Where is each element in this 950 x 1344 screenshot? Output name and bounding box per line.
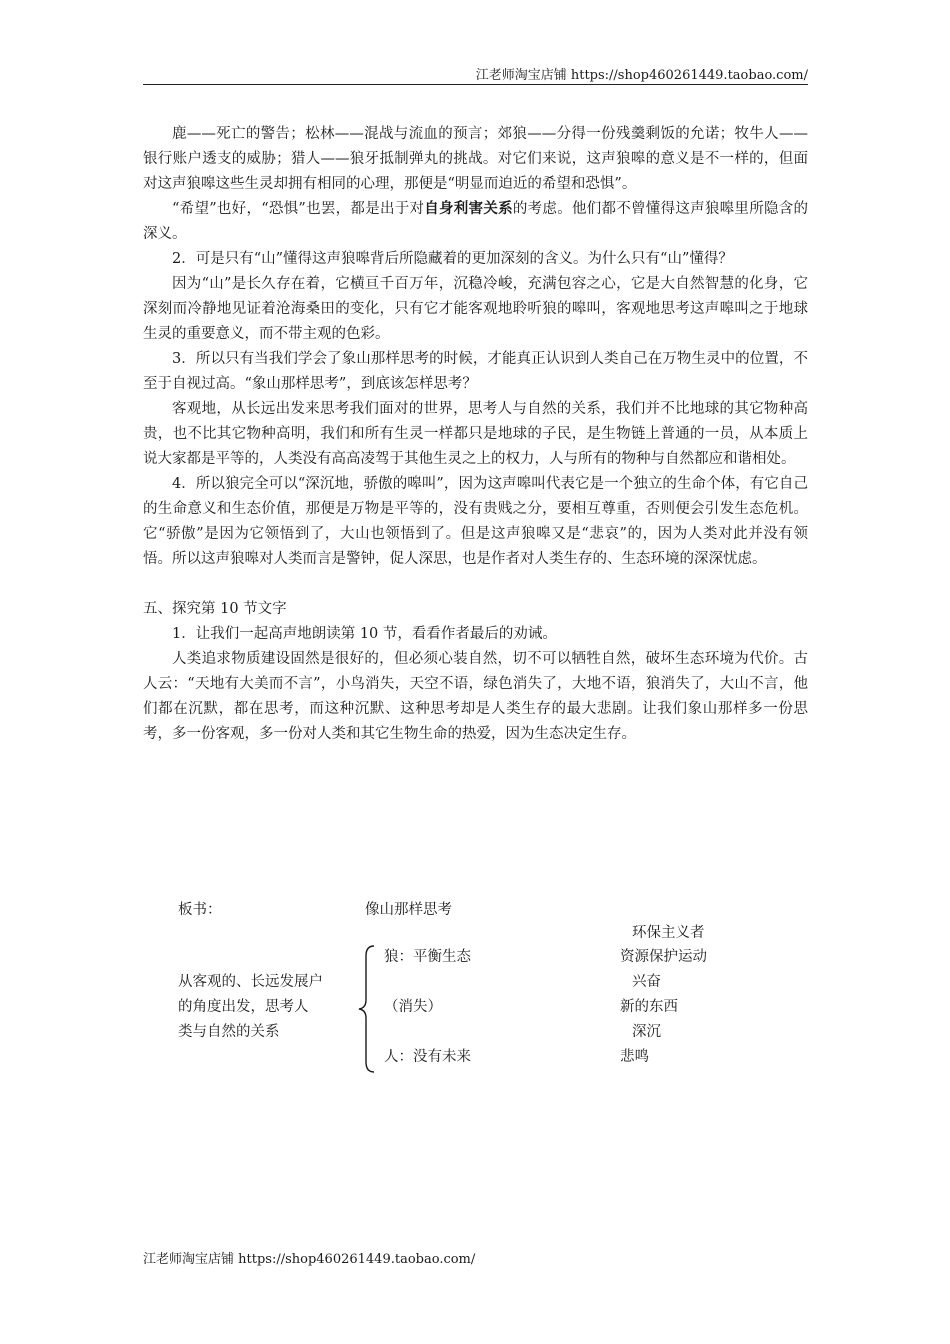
board-right-line-2: 资源保护运动	[620, 949, 707, 965]
paragraph-1: 鹿——死亡的警告；松林——混战与流血的预言；郊狼——分得一份残羹剩饭的允诺；牧牛人——银行账户透支的威胁；猎人——狼牙抵制弹丸的挑战。对它们来说，这声狼嗥的意义是不一样的，但面对这声狼嗥这些生灵却拥有相同的心理，那便是“明显而迫近的希望和恐惧”。	[143, 126, 808, 192]
paragraph-2	[143, 197, 808, 247]
paragraph-4: 因为“山”是长久存在着，它横亘千百万年，沉稳冷峻，充满包容之心，它是大自然智慧的化身，它深刻而冷静地见证着沧海桑田的变化，只有它才能客观地聆听狼的嗥叫，客观地思考这声嗥叫之于地球生灵的重要意义，而不带主观的色彩。	[143, 276, 808, 342]
section-5-heading: 五、探究第 10 节文字	[143, 601, 287, 617]
board-right-line-6: 悲鸣	[620, 1049, 649, 1065]
paragraph-2-pre: “希望”也好，“恐惧”也罢，都是出于对	[172, 201, 425, 217]
paragraph-2-post: 的考虑。他们都不曾懂得这声狼嗥里所隐含的深义。	[143, 201, 809, 242]
board-disappear: （消失）	[384, 999, 442, 1015]
board-right-line-5: 深沉	[632, 1024, 661, 1040]
paragraph-2-bold: 自身利害关系	[424, 201, 513, 217]
board-right-line-4: 新的东西	[620, 999, 678, 1015]
section-gap	[143, 572, 808, 597]
board-right-line-1: 环保主义者	[632, 925, 705, 941]
paragraph-5: 3．所以只有当我们学会了象山那样思考的时候，才能真正认识到人类自己在万物生灵中的位置，不至于自视过高。“象山那样思考”，到底该怎样思考？	[143, 351, 808, 392]
section-5-item-1: 1．让我们一起高声地朗读第 10 节，看看作者最后的劝诫。	[172, 626, 557, 642]
page-footer: 江老师淘宝店铺 https://shop460261449.taobao.com/	[143, 1252, 476, 1267]
board-human: 人：没有未来	[384, 1049, 471, 1065]
section-5-item-2: 人类追求物质建设固然是很好的，但必须心装自然，切不可以牺牲自然，破坏生态环境为代价。古人云：“天地有大美而不言”，小鸟消失，天空不语，绿色消失了，大地不语，狼消失了，大山不言，他们都在沉默，都在思考，而这种沉默、这种思考却是人类生存的最大悲剧。让我们象山那样多一份思考，多一份客观，多一份对人类和其它生物生命的热爱，因为生态决定生存。	[143, 651, 808, 742]
board-left-line-2: 的角度出发，思考人	[178, 999, 309, 1015]
paragraph-6: 客观地，从长远出发来思考我们面对的世界，思考人与自然的关系，我们并不比地球的其它物种高贵，也不比其它物种高明，我们和所有生灵一样都只是地球的子民，是生物链上普通的一员，从本质上说大家都是平等的，人类没有高高凌驾于其他生灵之上的权力，人与所有的物种与自然都应和谐相处。	[143, 401, 808, 467]
page-header: 江老师淘宝店铺 https://shop460261449.taobao.com/	[475, 68, 808, 83]
paragraph-7: 4．所以狼完全可以“深沉地，骄傲的嗥叫”，因为这声嗥叫代表它是一个独立的生命个体，有它自己的生命意义和生态价值，那便是万物是平等的，没有贵贱之分，要相互尊重，否则便会引发生态危机。它“骄傲”是因为它领悟到了，大山也领悟到了。但是这声狼嗥又是“悲哀”的，因为人类对此并没有领悟。所以这声狼嗥对人类而言是警钟，促人深思，也是作者对人类生存的、生态环境的深深忧虑。	[143, 476, 808, 567]
document-body	[143, 122, 808, 747]
board-label: 板书：	[178, 902, 222, 918]
board-wolf: 狼：平衡生态	[384, 949, 471, 965]
board-left-line-3: 类与自然的关系	[178, 1024, 280, 1040]
board-right-line-3: 兴奋	[632, 974, 661, 990]
board-title: 像山那样思考	[365, 902, 452, 918]
paragraph-3: 2．可是只有“山”懂得这声狼嗥背后所隐藏着的更加深刻的含义。为什么只有“山”懂得？	[172, 251, 733, 267]
header-rule	[143, 84, 808, 85]
board-left-line-1: 从客观的、长远发展户	[178, 974, 323, 990]
